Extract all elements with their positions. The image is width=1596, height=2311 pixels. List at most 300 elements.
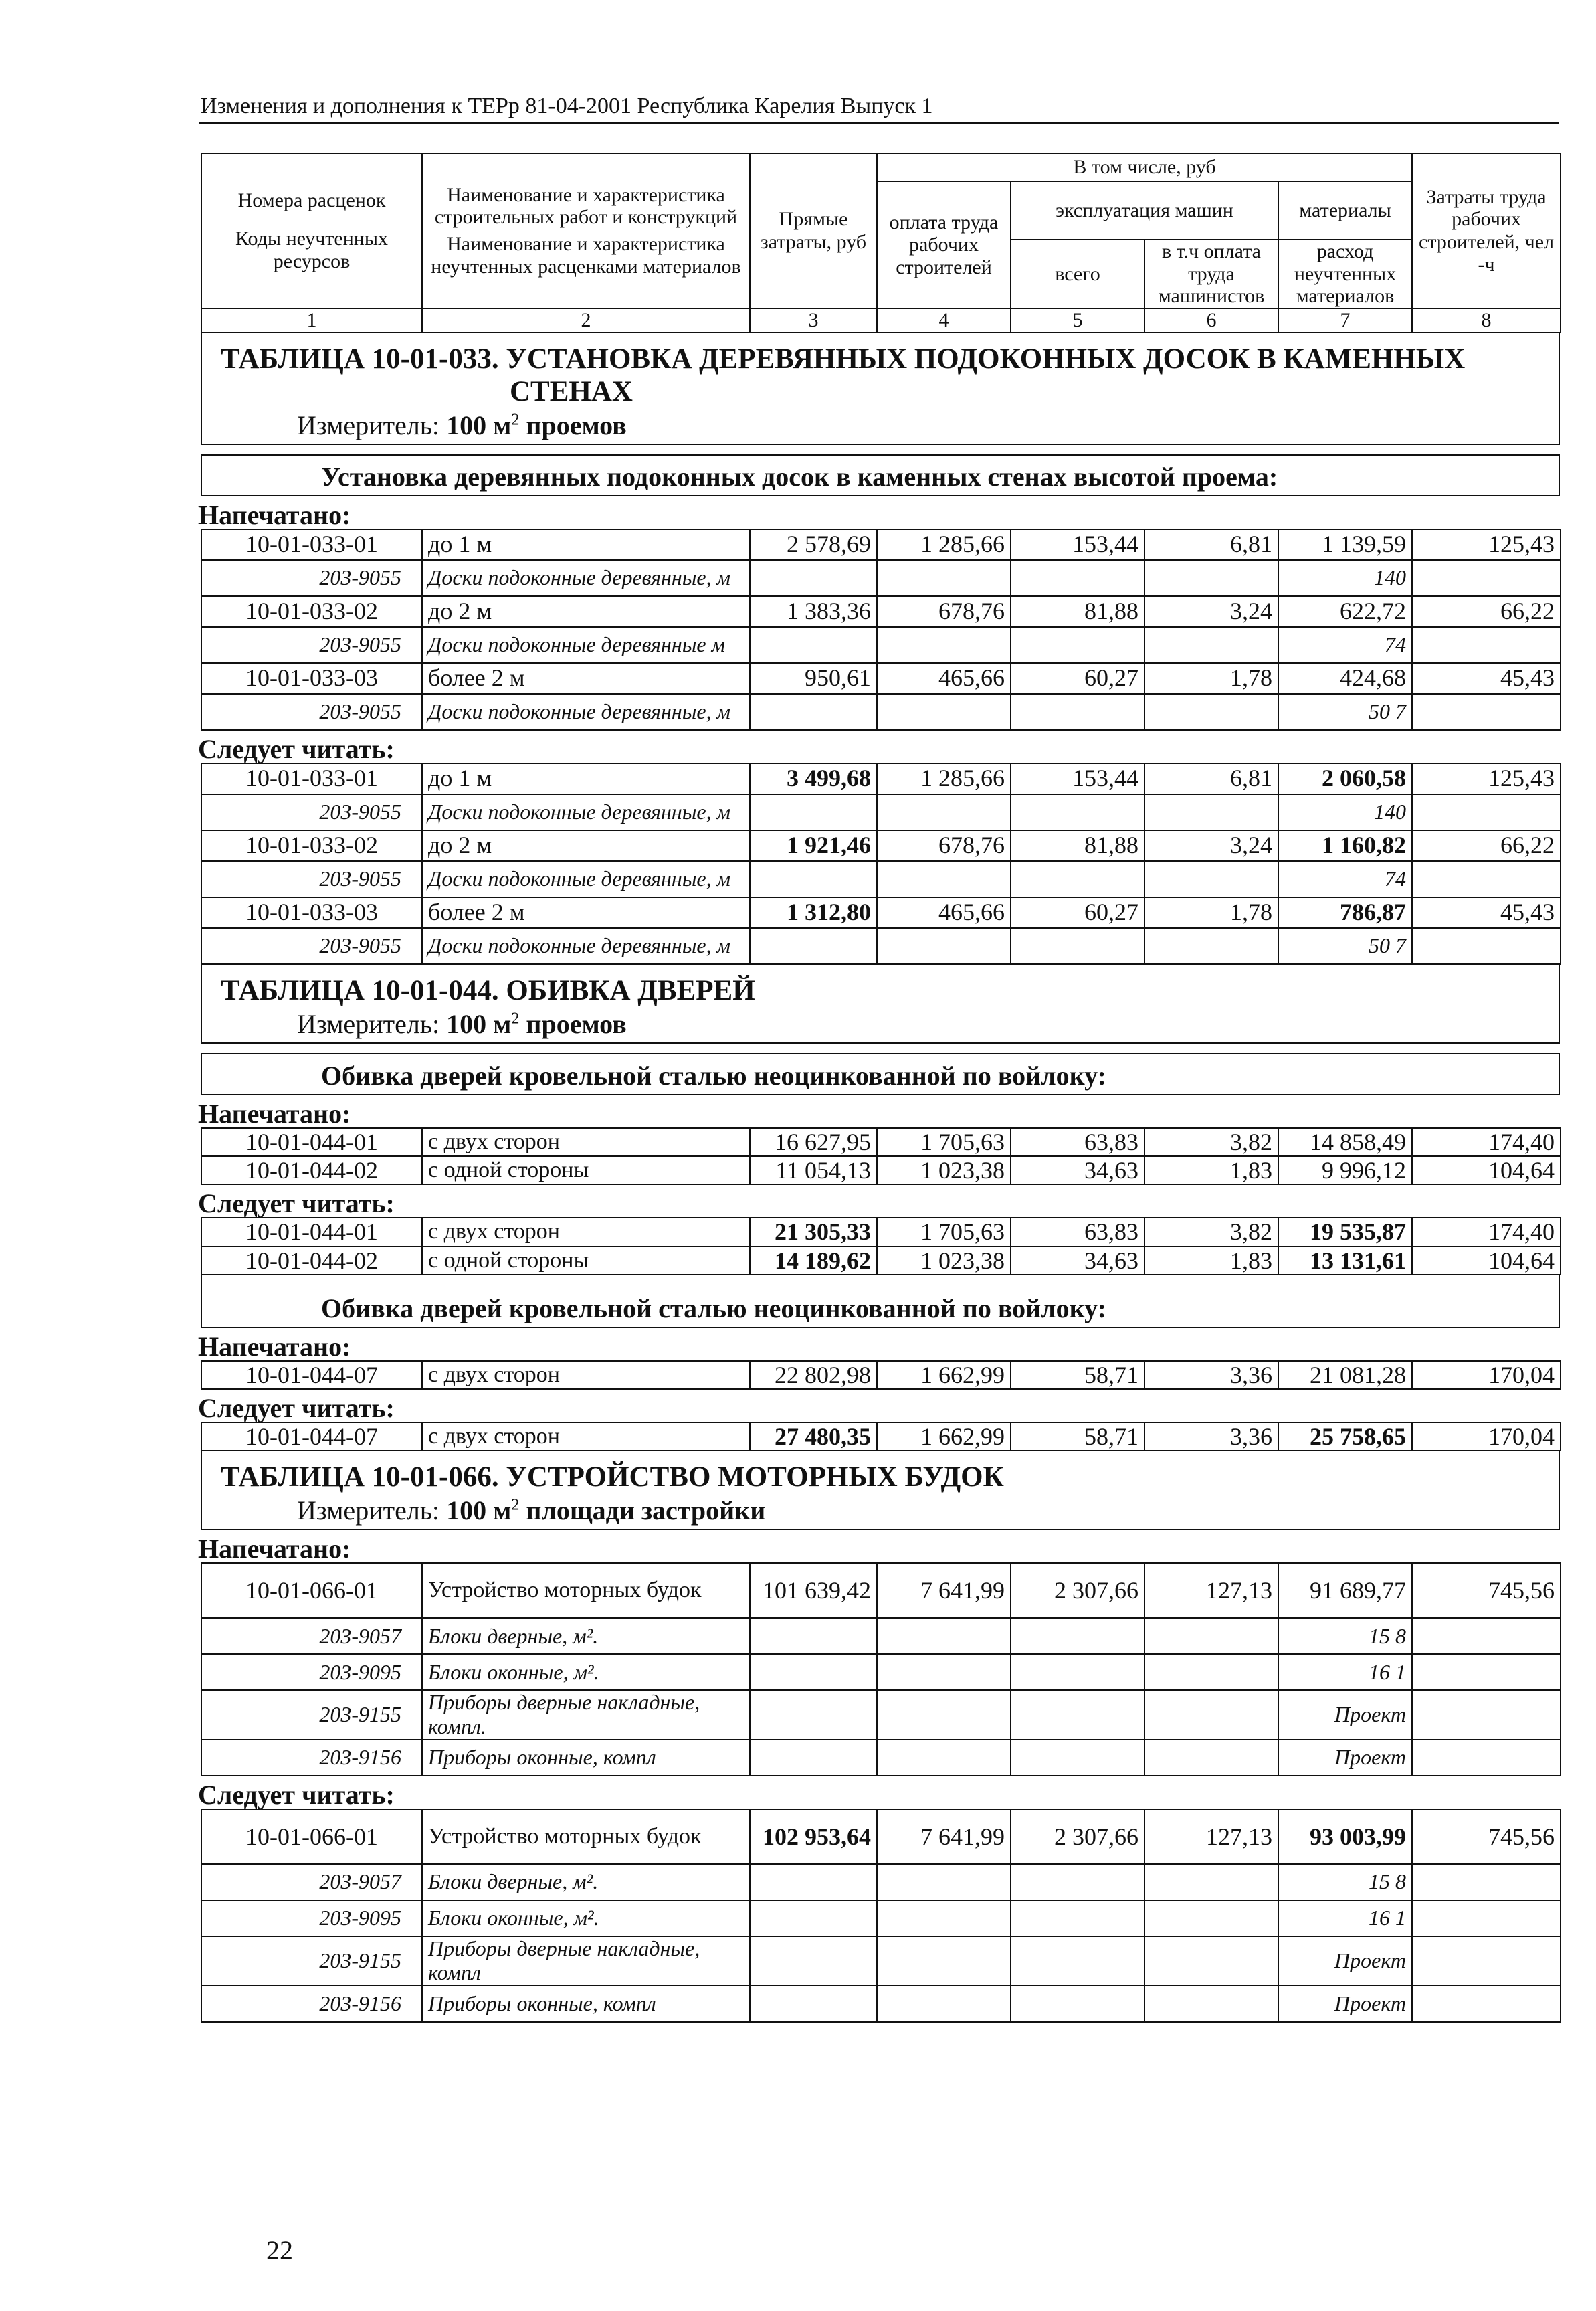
empty-cell <box>1144 928 1278 964</box>
empty-cell <box>750 861 877 897</box>
document-body <box>198 153 1560 2023</box>
col-num: 6 <box>1144 308 1278 333</box>
empty-cell <box>1011 1936 1144 1986</box>
table-row <box>201 1218 1561 1246</box>
rate-code: 10-01-033-03 <box>201 897 422 928</box>
labor-pay: 1 285,66 <box>877 529 1011 560</box>
empty-cell <box>877 694 1011 730</box>
empty-cell <box>877 1690 1011 1740</box>
materials: 19 535,87 <box>1278 1218 1412 1246</box>
header-resource-codes-label: Коды неучтенных ресурсов <box>235 227 388 272</box>
table-row <box>201 1563 1561 1618</box>
rate-code: 10-01-033-01 <box>201 529 422 560</box>
work-name: до 1 м <box>422 763 750 794</box>
empty-cell <box>1412 861 1561 897</box>
resource-name: Приборы оконные, компл <box>422 1740 750 1776</box>
table-row <box>201 1156 1561 1184</box>
empty-cell <box>1011 1740 1144 1776</box>
empty-cell <box>1144 1900 1278 1936</box>
labor-pay: 465,66 <box>877 663 1011 694</box>
work-name: с двух сторон <box>422 1128 750 1156</box>
machines-total: 153,44 <box>1011 763 1144 794</box>
machines-total: 153,44 <box>1011 529 1144 560</box>
empty-cell <box>1011 861 1144 897</box>
col-num: 1 <box>201 308 422 333</box>
empty-cell <box>750 627 877 663</box>
machines-pay: 3,24 <box>1144 830 1278 861</box>
empty-cell <box>750 1864 877 1900</box>
empty-cell <box>750 694 877 730</box>
spacer <box>201 445 1560 454</box>
resource-name: Блоки оконные, м². <box>422 1900 750 1936</box>
labor-hours: 66,22 <box>1412 596 1561 627</box>
materials: 786,87 <box>1278 897 1412 928</box>
machines-pay: 1,78 <box>1144 897 1278 928</box>
resource-code: 203-9095 <box>201 1654 422 1690</box>
empty-cell <box>1011 1900 1144 1936</box>
measure-value: 100 м <box>446 409 512 440</box>
resource-row <box>201 1936 1561 1986</box>
machines-pay: 1,83 <box>1144 1246 1278 1275</box>
materials: 622,72 <box>1278 596 1412 627</box>
table-044-subtitle-1: Обивка дверей кровельной сталью неоцинкованной по войлоку: <box>201 1053 1560 1095</box>
table-033-measure <box>202 408 1559 444</box>
empty-cell <box>1011 928 1144 964</box>
table-044-subtitle-2: Обивка дверей кровельной сталью неоцинкованной по войлоку: <box>201 1275 1560 1328</box>
work-name: с одной стороны <box>422 1246 750 1275</box>
table-066-title: ТАБЛИЦА 10-01-066. УСТРОЙСТВО МОТОРНЫХ БУДОК <box>221 1461 1004 1493</box>
work-name: до 2 м <box>422 830 750 861</box>
col-num: 3 <box>750 308 877 333</box>
resource-code: 203-9057 <box>201 1864 422 1900</box>
direct-cost: 14 189,62 <box>750 1246 877 1275</box>
empty-cell <box>750 1654 877 1690</box>
empty-cell <box>750 1936 877 1986</box>
resource-name: Приборы оконные, компл <box>422 1986 750 2022</box>
resource-row <box>201 861 1561 897</box>
resource-row <box>201 1900 1561 1936</box>
measure-value: 100 м <box>446 1008 512 1039</box>
empty-cell <box>1011 1618 1144 1654</box>
labor-hours: 174,40 <box>1412 1128 1561 1156</box>
machines-total: 34,63 <box>1011 1246 1144 1275</box>
col-num: 7 <box>1278 308 1412 333</box>
work-name: Устройство моторных будок <box>422 1809 750 1864</box>
rate-code: 10-01-044-02 <box>201 1246 422 1275</box>
empty-cell <box>877 560 1011 596</box>
direct-cost: 11 054,13 <box>750 1156 877 1184</box>
rate-code: 10-01-044-01 <box>201 1218 422 1246</box>
work-name: до 2 м <box>422 596 750 627</box>
empty-cell <box>750 1740 877 1776</box>
measure-suffix: проемов <box>519 409 627 440</box>
resource-code: 203-9156 <box>201 1740 422 1776</box>
resource-code: 203-9156 <box>201 1986 422 2022</box>
measure-suffix: площади застройки <box>519 1495 766 1526</box>
empty-cell <box>877 1864 1011 1900</box>
rate-code: 10-01-044-02 <box>201 1156 422 1184</box>
empty-cell <box>1011 694 1144 730</box>
table-066-read <box>201 1809 1561 2023</box>
resource-qty: Проект <box>1278 1986 1412 2022</box>
resource-qty: 16 1 <box>1278 1900 1412 1936</box>
direct-cost: 16 627,95 <box>750 1128 877 1156</box>
measure-prefix: Измеритель: <box>297 409 440 440</box>
resource-qty: 50 7 <box>1278 694 1412 730</box>
resource-row <box>201 794 1561 830</box>
resource-qty: 74 <box>1278 861 1412 897</box>
empty-cell <box>877 794 1011 830</box>
measure-prefix: Измеритель: <box>297 1008 440 1039</box>
direct-cost: 22 802,98 <box>750 1361 877 1389</box>
direct-cost: 102 953,64 <box>750 1809 877 1864</box>
table-044-heading <box>201 965 1560 1044</box>
machines-pay: 6,81 <box>1144 763 1278 794</box>
resource-qty: 16 1 <box>1278 1654 1412 1690</box>
machines-total: 63,83 <box>1011 1128 1144 1156</box>
materials: 14 858,49 <box>1278 1128 1412 1156</box>
resource-qty: 15 8 <box>1278 1618 1412 1654</box>
direct-cost: 101 639,42 <box>750 1563 877 1618</box>
empty-cell <box>1144 1740 1278 1776</box>
work-name: более 2 м <box>422 663 750 694</box>
resource-code: 203-9095 <box>201 1900 422 1936</box>
machines-total: 2 307,66 <box>1011 1563 1144 1618</box>
resource-row <box>201 627 1561 663</box>
empty-cell <box>1144 861 1278 897</box>
resource-name: Приборы дверные накладные, компл <box>422 1936 750 1986</box>
column-header-table <box>201 153 1561 333</box>
materials: 424,68 <box>1278 663 1412 694</box>
empty-cell <box>1144 627 1278 663</box>
header-materials-label: Наименование и характеристика неучтенных расценками материалов <box>431 233 741 278</box>
page-number: 22 <box>266 2235 293 2266</box>
table-row <box>201 663 1561 694</box>
machines-total: 81,88 <box>1011 830 1144 861</box>
labor-pay: 7 641,99 <box>877 1563 1011 1618</box>
empty-cell <box>877 1936 1011 1986</box>
empty-cell <box>1144 1986 1278 2022</box>
empty-cell <box>1144 794 1278 830</box>
labor-hours: 174,40 <box>1412 1218 1561 1246</box>
empty-cell <box>1412 1690 1561 1740</box>
machines-total: 60,27 <box>1011 663 1144 694</box>
empty-cell <box>750 1618 877 1654</box>
resource-qty: Проект <box>1278 1936 1412 1986</box>
empty-cell <box>1011 560 1144 596</box>
machines-pay: 127,13 <box>1144 1809 1278 1864</box>
machines-total: 34,63 <box>1011 1156 1144 1184</box>
resource-name: Доски подоконные деревянные, м <box>422 928 750 964</box>
resource-code: 203-9055 <box>201 560 422 596</box>
resource-code: 203-9155 <box>201 1936 422 1986</box>
measure-sup: 2 <box>511 1010 520 1028</box>
empty-cell <box>1412 1864 1561 1900</box>
header-labor-pay: оплата труда рабочих строителей <box>877 181 1011 308</box>
table-row <box>201 1361 1561 1389</box>
empty-cell <box>1412 1740 1561 1776</box>
table-row <box>201 1809 1561 1864</box>
empty-cell <box>1412 794 1561 830</box>
table-044-printed-1 <box>201 1127 1561 1186</box>
machines-pay: 1,78 <box>1144 663 1278 694</box>
empty-cell <box>877 1740 1011 1776</box>
resource-row <box>201 1618 1561 1654</box>
empty-cell <box>1144 1654 1278 1690</box>
labor-pay: 1 662,99 <box>877 1361 1011 1389</box>
resource-qty: 50 7 <box>1278 928 1412 964</box>
printed-label: Напечатано: <box>198 1331 351 1362</box>
labor-pay: 1 023,38 <box>877 1156 1011 1184</box>
table-066-measure <box>202 1493 1559 1529</box>
table-row <box>201 1422 1561 1451</box>
measure-sup: 2 <box>511 411 520 429</box>
labor-pay: 1 705,63 <box>877 1218 1011 1246</box>
header-machines-pay: в т.ч оплата труда машинистов <box>1144 240 1278 308</box>
machines-total: 81,88 <box>1011 596 1144 627</box>
labor-pay: 678,76 <box>877 596 1011 627</box>
rate-code: 10-01-033-03 <box>201 663 422 694</box>
col-num: 2 <box>422 308 750 333</box>
resource-name: Доски подоконные деревянные, м <box>422 694 750 730</box>
empty-cell <box>750 1900 877 1936</box>
labor-pay: 678,76 <box>877 830 1011 861</box>
empty-cell <box>750 928 877 964</box>
empty-cell <box>1011 1986 1144 2022</box>
direct-cost: 1 312,80 <box>750 897 877 928</box>
table-033-read <box>201 763 1561 965</box>
labor-pay: 1 285,66 <box>877 763 1011 794</box>
header-machines: эксплуатация машин <box>1011 181 1278 240</box>
labor-pay: 465,66 <box>877 897 1011 928</box>
header-materials-consumption: расход неучтенных материалов <box>1278 240 1412 308</box>
labor-pay: 1 705,63 <box>877 1128 1011 1156</box>
empty-cell <box>1011 1864 1144 1900</box>
materials: 1 139,59 <box>1278 529 1412 560</box>
resource-qty: 74 <box>1278 627 1412 663</box>
header-including: В том числе, руб <box>877 153 1412 181</box>
empty-cell <box>1011 794 1144 830</box>
measure-sup: 2 <box>511 1497 520 1515</box>
empty-cell <box>1011 627 1144 663</box>
resource-name: Блоки дверные, м². <box>422 1618 750 1654</box>
labor-hours: 745,56 <box>1412 1809 1561 1864</box>
machines-total: 58,71 <box>1011 1422 1144 1451</box>
labor-pay: 7 641,99 <box>877 1809 1011 1864</box>
labor-pay: 1 662,99 <box>877 1422 1011 1451</box>
resource-row <box>201 928 1561 964</box>
machines-pay: 3,24 <box>1144 596 1278 627</box>
work-name: с двух сторон <box>422 1218 750 1246</box>
materials: 93 003,99 <box>1278 1809 1412 1864</box>
machines-pay: 3,82 <box>1144 1128 1278 1156</box>
resource-row <box>201 1740 1561 1776</box>
empty-cell <box>877 861 1011 897</box>
labor-pay: 1 023,38 <box>877 1246 1011 1275</box>
rate-code: 10-01-033-02 <box>201 830 422 861</box>
read-as-label: Следует читать: <box>198 733 395 764</box>
materials: 91 689,77 <box>1278 1563 1412 1618</box>
table-row <box>201 529 1561 560</box>
direct-cost: 950,61 <box>750 663 877 694</box>
read-as-label: Следует читать: <box>198 1393 395 1424</box>
resource-row <box>201 560 1561 596</box>
materials: 9 996,12 <box>1278 1156 1412 1184</box>
table-066-heading <box>201 1451 1560 1530</box>
materials: 21 081,28 <box>1278 1361 1412 1389</box>
rate-code: 10-01-033-02 <box>201 596 422 627</box>
table-row <box>201 596 1561 627</box>
printed-label: Напечатано: <box>198 1098 351 1129</box>
empty-cell <box>877 1654 1011 1690</box>
resource-code: 203-9055 <box>201 694 422 730</box>
table-033-heading <box>201 333 1560 445</box>
resource-qty: 140 <box>1278 794 1412 830</box>
empty-cell <box>1412 1654 1561 1690</box>
direct-cost: 2 578,69 <box>750 529 877 560</box>
read-as-label: Следует читать: <box>198 1780 395 1811</box>
rate-code: 10-01-066-01 <box>201 1563 422 1618</box>
direct-cost: 1 383,36 <box>750 596 877 627</box>
table-044-read-2 <box>201 1422 1561 1451</box>
table-044-read-1 <box>201 1217 1561 1275</box>
resource-row <box>201 1864 1561 1900</box>
resource-code: 203-9055 <box>201 627 422 663</box>
table-033-title-cont: СТЕНАХ <box>510 375 633 407</box>
labor-hours: 104,64 <box>1412 1246 1561 1275</box>
header-name-label: Наименование и характеристика строительных работ и конструкций <box>434 183 738 229</box>
header-materials: материалы <box>1278 181 1412 240</box>
materials: 2 060,58 <box>1278 763 1412 794</box>
table-033-title: ТАБЛИЦА 10-01-033. УСТАНОВКА ДЕРЕВЯННЫХ ПОДОКОННЫХ ДОСОК В КАМЕННЫХ <box>221 343 1466 375</box>
machines-total: 63,83 <box>1011 1218 1144 1246</box>
empty-cell <box>750 1986 877 2022</box>
work-name: с двух сторон <box>422 1361 750 1389</box>
running-header: Изменения и дополнения к ТЕРр 81-04-2001 Республика Карелия Выпуск 1 <box>201 94 933 118</box>
resource-qty: 140 <box>1278 560 1412 596</box>
empty-cell <box>1144 1618 1278 1654</box>
resource-qty: Проект <box>1278 1690 1412 1740</box>
empty-cell <box>1144 1864 1278 1900</box>
direct-cost: 3 499,68 <box>750 763 877 794</box>
resource-qty: Проект <box>1278 1740 1412 1776</box>
measure-prefix: Измеритель: <box>297 1495 440 1526</box>
labor-hours: 745,56 <box>1412 1563 1561 1618</box>
header-codes-label: Номера расценок <box>237 189 386 211</box>
table-row <box>201 830 1561 861</box>
labor-hours: 170,04 <box>1412 1361 1561 1389</box>
resource-name: Блоки дверные, м². <box>422 1864 750 1900</box>
empty-cell <box>1412 1900 1561 1936</box>
work-name: с одной стороны <box>422 1156 750 1184</box>
resource-row <box>201 694 1561 730</box>
spacer <box>201 1044 1560 1053</box>
machines-pay: 3,82 <box>1144 1218 1278 1246</box>
materials: 25 758,65 <box>1278 1422 1412 1451</box>
empty-cell <box>750 560 877 596</box>
table-066-printed <box>201 1562 1561 1776</box>
empty-cell <box>1144 560 1278 596</box>
empty-cell <box>877 928 1011 964</box>
resource-name: Доски подоконные деревянные, м <box>422 794 750 830</box>
printed-label: Напечатано: <box>198 499 351 530</box>
empty-cell <box>1412 1936 1561 1986</box>
table-033-subtitle: Установка деревянных подоконных досок в каменных стенах высотой проема: <box>201 454 1560 496</box>
table-033-printed <box>201 529 1561 731</box>
machines-total: 60,27 <box>1011 897 1144 928</box>
work-name: до 1 м <box>422 529 750 560</box>
empty-cell <box>1412 1986 1561 2022</box>
rate-code: 10-01-044-07 <box>201 1361 422 1389</box>
col-num: 4 <box>877 308 1011 333</box>
printed-label: Напечатано: <box>198 1534 351 1564</box>
rate-code: 10-01-044-07 <box>201 1422 422 1451</box>
table-row <box>201 897 1561 928</box>
labor-hours: 125,43 <box>1412 763 1561 794</box>
empty-cell <box>1412 627 1561 663</box>
table-row <box>201 763 1561 794</box>
resource-name: Доски подоконные деревянные м <box>422 627 750 663</box>
col-num: 8 <box>1412 308 1561 333</box>
col-num: 5 <box>1011 308 1144 333</box>
labor-hours: 170,04 <box>1412 1422 1561 1451</box>
empty-cell <box>750 1690 877 1740</box>
empty-cell <box>1412 1618 1561 1654</box>
header-direct: Прямые затраты, руб <box>750 153 877 308</box>
measure-value: 100 м <box>446 1495 512 1526</box>
direct-cost: 27 480,35 <box>750 1422 877 1451</box>
header-codes <box>201 153 422 308</box>
materials: 1 160,82 <box>1278 830 1412 861</box>
labor-hours: 45,43 <box>1412 897 1561 928</box>
resource-name: Блоки оконные, м². <box>422 1654 750 1690</box>
materials: 13 131,61 <box>1278 1246 1412 1275</box>
direct-cost: 1 921,46 <box>750 830 877 861</box>
work-name: более 2 м <box>422 897 750 928</box>
labor-hours: 66,22 <box>1412 830 1561 861</box>
labor-hours: 45,43 <box>1412 663 1561 694</box>
resource-code: 203-9155 <box>201 1690 422 1740</box>
machines-pay: 3,36 <box>1144 1422 1278 1451</box>
measure-suffix: проемов <box>519 1008 627 1039</box>
rate-code: 10-01-044-01 <box>201 1128 422 1156</box>
header-rule <box>199 122 1559 124</box>
empty-cell <box>1412 694 1561 730</box>
empty-cell <box>1412 928 1561 964</box>
header-labor: Затраты труда рабочих строителей, чел -ч <box>1412 153 1561 308</box>
resource-code: 203-9055 <box>201 928 422 964</box>
resource-name: Доски подоконные деревянные, м <box>422 560 750 596</box>
resource-code: 203-9055 <box>201 861 422 897</box>
table-row <box>201 1246 1561 1275</box>
machines-total: 58,71 <box>1011 1361 1144 1389</box>
table-044-measure <box>202 1007 1559 1042</box>
table-044-printed-2 <box>201 1360 1561 1390</box>
empty-cell <box>877 627 1011 663</box>
header-name <box>422 153 750 308</box>
resource-name: Доски подоконные деревянные, м <box>422 861 750 897</box>
empty-cell <box>877 1618 1011 1654</box>
empty-cell <box>1144 1690 1278 1740</box>
labor-hours: 125,43 <box>1412 529 1561 560</box>
rate-code: 10-01-066-01 <box>201 1809 422 1864</box>
rate-code: 10-01-033-01 <box>201 763 422 794</box>
resource-qty: 15 8 <box>1278 1864 1412 1900</box>
empty-cell <box>1144 1936 1278 1986</box>
direct-cost: 21 305,33 <box>750 1218 877 1246</box>
empty-cell <box>1412 560 1561 596</box>
machines-pay: 3,36 <box>1144 1361 1278 1389</box>
